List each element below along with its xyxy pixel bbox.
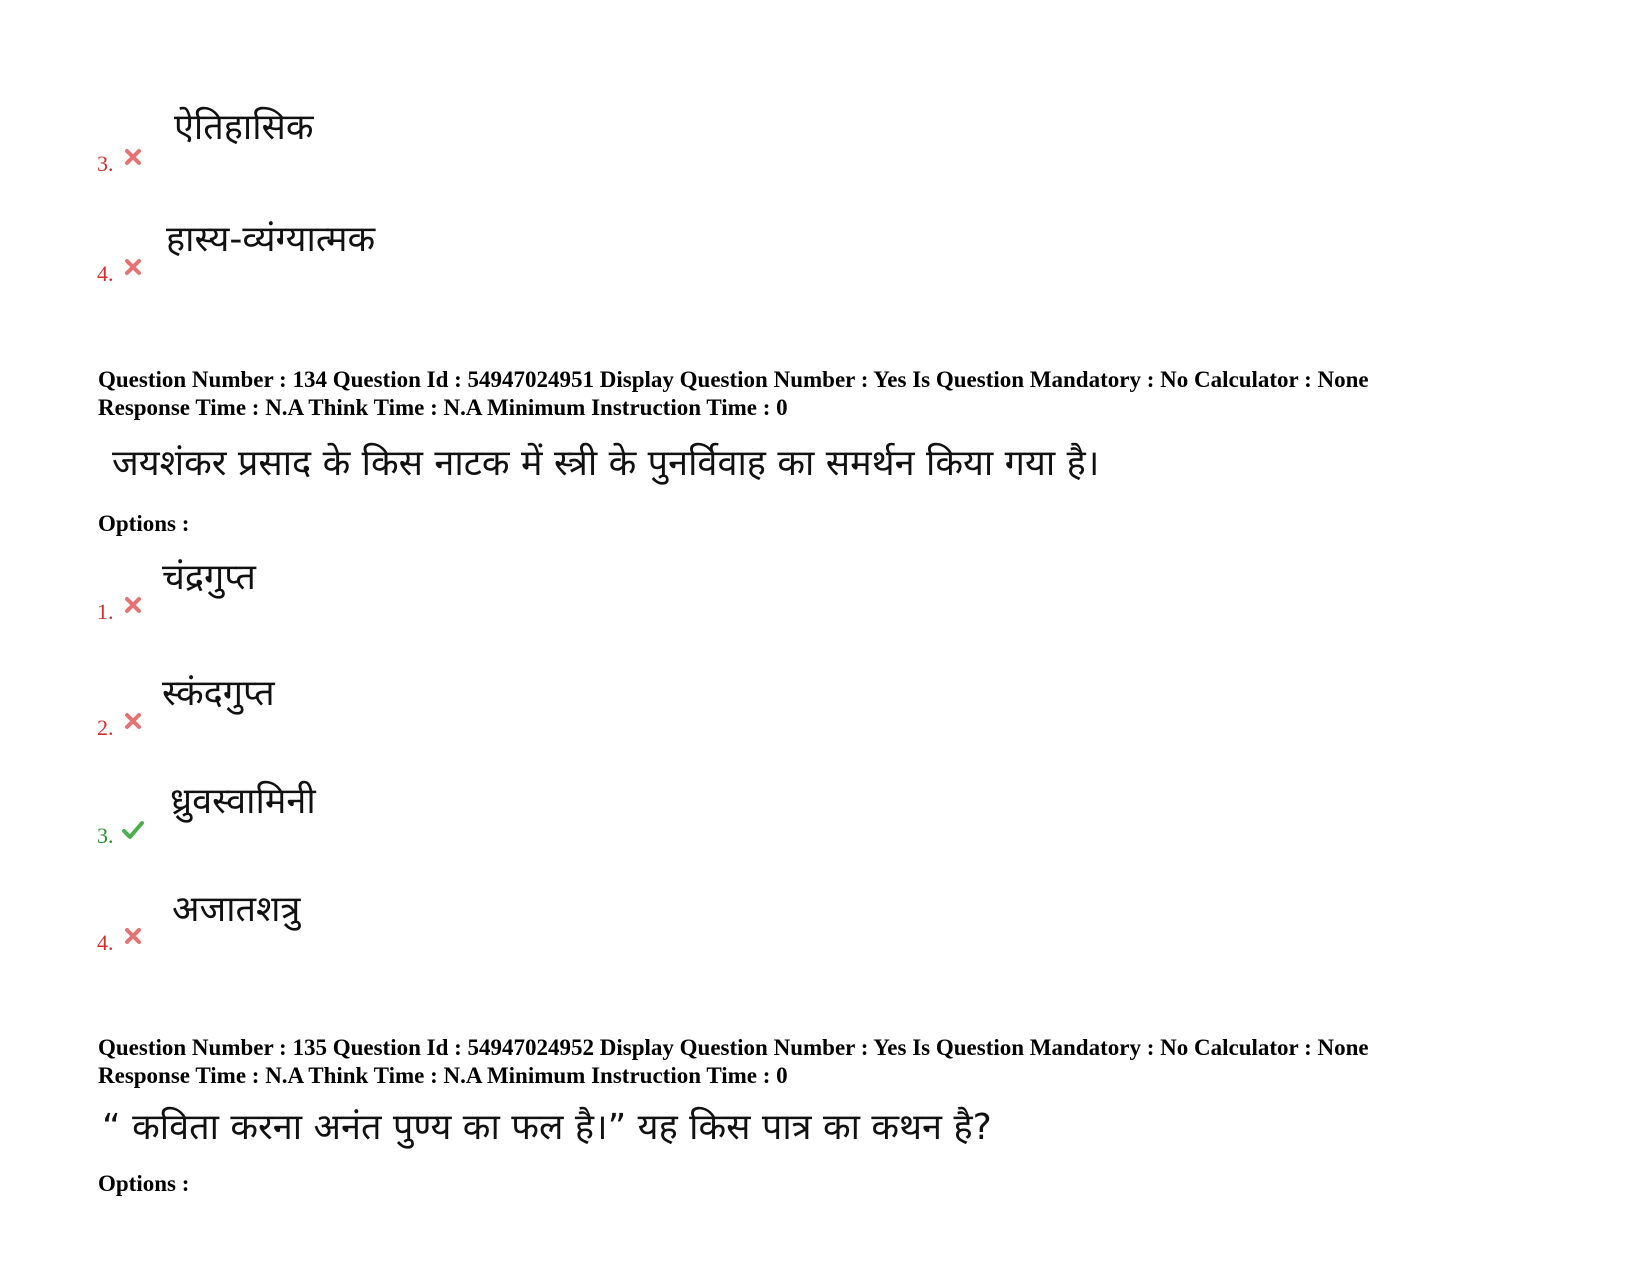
option-text: हास्य-व्यंग्यात्मक (166, 219, 376, 260)
cross-icon (124, 712, 142, 730)
option-text: ध्रुवस्वामिनी (170, 781, 316, 822)
question-meta-line1: Question Number : 135 Question Id : 54947024952 Display Question Number : Yes Is Question Mandatory : No Calculator : None (98, 1035, 1369, 1060)
cross-icon (124, 258, 142, 276)
cross-icon (124, 596, 142, 614)
options-label: Options : (98, 511, 190, 536)
option-number: 1. (97, 599, 114, 624)
question-text: जयशंकर प्रसाद के किस नाटक में स्त्री के पुनर्विवाह का समर्थन किया गया है। (112, 443, 1100, 484)
check-icon (121, 820, 145, 840)
question-text: “ कविता करना अनंत पुण्य का फल है।” यह किस पात्र का कथन है? (102, 1107, 992, 1148)
option-number: 2. (97, 715, 114, 740)
option-text: स्कंदगुप्त (162, 673, 275, 714)
question-meta-line2: Response Time : N.A Think Time : N.A Minimum Instruction Time : 0 (98, 1063, 788, 1088)
cross-icon (124, 148, 142, 166)
question-meta-line1: Question Number : 134 Question Id : 54947024951 Display Question Number : Yes Is Question Mandatory : No Calculator : None (98, 367, 1369, 392)
option-number: 4. (97, 930, 114, 955)
options-label: Options : (98, 1171, 190, 1196)
cross-icon (124, 927, 142, 945)
option-number: 3. (97, 823, 114, 848)
option-text: अजातशत्रु (172, 889, 301, 930)
question-meta-line2: Response Time : N.A Think Time : N.A Minimum Instruction Time : 0 (98, 395, 788, 420)
option-number: 4. (97, 261, 114, 286)
option-text: चंद्रगुप्त (162, 557, 256, 598)
option-text: ऐतिहासिक (174, 107, 314, 148)
option-number: 3. (97, 151, 114, 176)
